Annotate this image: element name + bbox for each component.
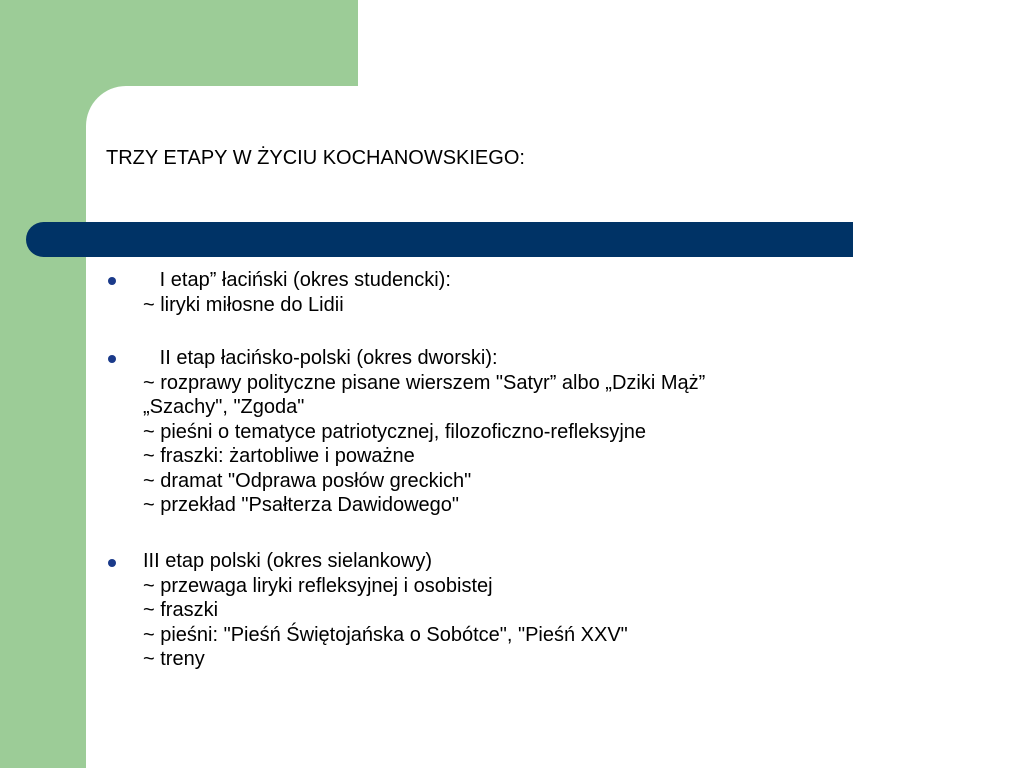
bullet-line: III etap polski (okres sielankowy) bbox=[143, 550, 433, 572]
bullet-text bbox=[143, 268, 451, 317]
bullet-text bbox=[143, 346, 705, 518]
bullet-line: „Szachy", "Zgoda" bbox=[143, 396, 305, 418]
bullet-dot-icon bbox=[108, 277, 116, 285]
bullet-line: ~ przewaga liryki refleksyjnej i osobistej bbox=[143, 574, 493, 597]
bullet-line: ~ liryki miłosne do Lidii bbox=[143, 293, 344, 316]
bullet-line: I etap” łaciński (okres studencki): bbox=[143, 269, 451, 291]
bullet-line: ~ rozprawy polityczne pisane wierszem "Satyr” albo „Dziki Mąż” bbox=[143, 371, 706, 394]
bullet-line: ~ treny bbox=[143, 648, 205, 670]
bullet-line: ~ pieśni o tematyce patriotycznej, filozoficzno-refleksyjne bbox=[143, 420, 647, 443]
bullet-line: II etap łacińsko-polski (okres dworski): bbox=[143, 347, 498, 369]
bullet-text bbox=[143, 549, 628, 672]
slide-title: TRZY ETAPY W ŻYCIU KOCHANOWSKIEGO: bbox=[106, 147, 525, 169]
bullet-line: ~ fraszki bbox=[143, 599, 219, 621]
bullet-line: ~ dramat "Odprawa posłów greckich" bbox=[143, 469, 472, 492]
bullet-line: ~ fraszki: żartobliwe i poważne bbox=[143, 445, 415, 467]
bullet-line: ~ pieśni: "Pieśń Świętojańska o Sobótce", "Pieśń XXV" bbox=[143, 623, 628, 646]
bullet-dot-icon bbox=[108, 559, 116, 567]
bullet-line: ~ przekład "Psałterza Dawidowego" bbox=[143, 494, 460, 516]
bullet-dot-icon bbox=[108, 355, 116, 363]
